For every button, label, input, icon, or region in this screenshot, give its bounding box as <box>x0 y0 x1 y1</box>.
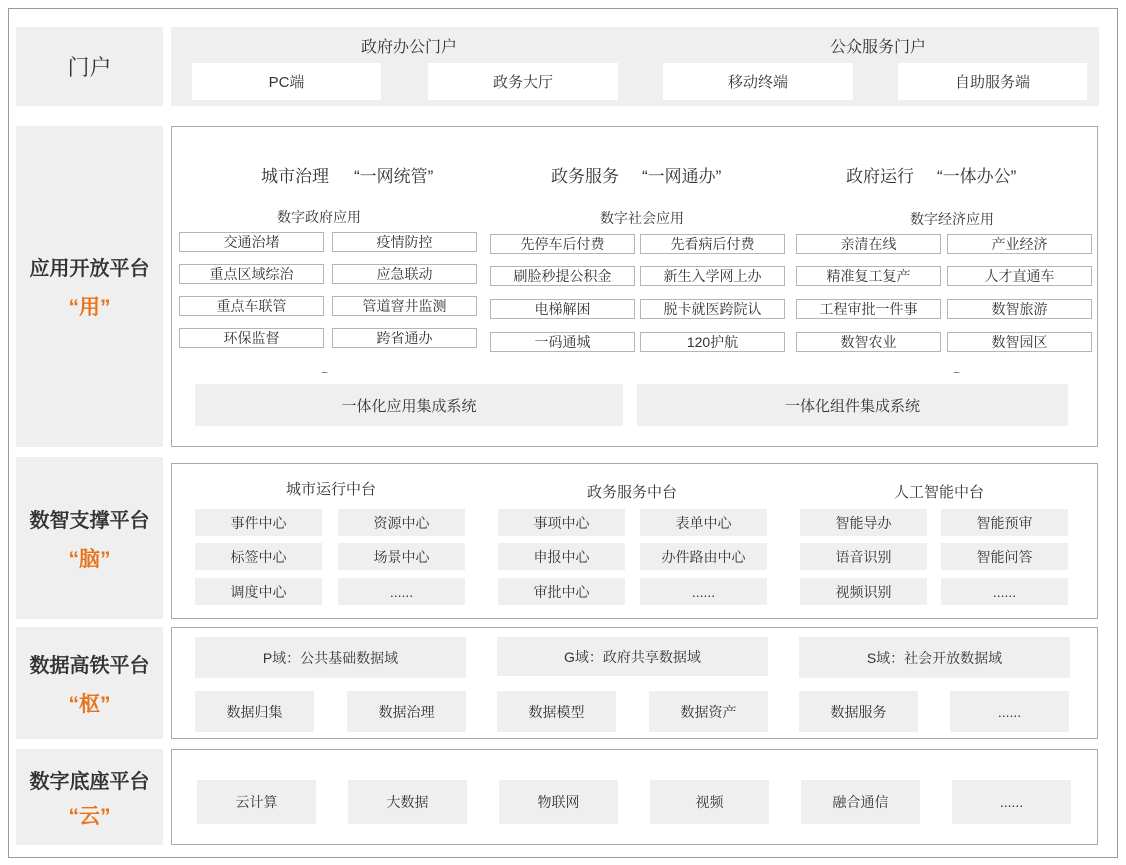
portal-item-hall: 政务大厅 <box>428 63 618 100</box>
data-item: 数据模型 <box>497 691 616 732</box>
app-item: 数智农业 <box>796 332 941 352</box>
data-item: 数据服务 <box>799 691 918 732</box>
support-title-city: 城市运行中台 <box>286 481 377 498</box>
app-item: 亲清在线 <box>796 234 941 254</box>
base-item: 大数据 <box>348 780 467 824</box>
support-item: ...... <box>338 578 465 605</box>
app-item: 刷脸秒提公积金 <box>490 266 635 286</box>
app-header-3b: “一体办公” <box>937 167 1017 186</box>
app-item: 120护航 <box>640 332 785 352</box>
support-item: 办件路由中心 <box>640 543 767 570</box>
app-label <box>16 126 163 447</box>
support-item: 事项中心 <box>498 509 625 536</box>
data-label <box>16 627 163 739</box>
portal-item-kiosk: 自助服务端 <box>898 63 1087 100</box>
app-item: 数智旅游 <box>947 299 1092 319</box>
app-item: 疫情防控 <box>332 232 477 252</box>
support-item: 标签中心 <box>195 543 322 570</box>
data-domain-p: P域：公共基础数据域 <box>195 637 466 678</box>
app-box <box>171 126 1098 447</box>
app-header-3a: 政府运行 <box>846 167 914 186</box>
app-cat-society: 数字社会应用 <box>600 210 684 226</box>
app-header-1b: “一网统管” <box>354 167 434 186</box>
app-ellipsis-right: ..... <box>953 366 960 375</box>
app-item: 跨省通办 <box>332 328 477 348</box>
app-integration-system: 一体化应用集成系统 <box>195 384 623 426</box>
app-item: 环保监督 <box>179 328 324 348</box>
support-item: 视频识别 <box>800 578 927 605</box>
support-title-ai: 人工智能中台 <box>894 484 985 501</box>
portal-group-public: 公众服务门户 <box>830 39 927 56</box>
app-item: 重点车联管 <box>179 296 324 316</box>
data-item: 数据归集 <box>195 691 314 732</box>
app-label-text: 应用开放平台 <box>29 258 150 280</box>
data-domain-s: S域：社会开放数据域 <box>799 637 1070 678</box>
portal-item-pc: PC端 <box>192 63 381 100</box>
app-item: 应急联动 <box>332 264 477 284</box>
app-cat-gov: 数字政府应用 <box>277 209 361 225</box>
app-item: 精准复工复产 <box>796 266 941 286</box>
app-item: 工程审批一件事 <box>796 299 941 319</box>
base-label-quote: “云” <box>68 804 111 828</box>
portal-box <box>171 27 1099 106</box>
support-item: ...... <box>640 578 767 605</box>
app-item: 产业经济 <box>947 234 1092 254</box>
support-item: 事件中心 <box>195 509 322 536</box>
base-label <box>16 749 163 845</box>
app-item: 数智园区 <box>947 332 1092 352</box>
base-item: 融合通信 <box>801 780 920 824</box>
support-item: 语音识别 <box>800 543 927 570</box>
portal-group-gov: 政府办公门户 <box>361 39 458 56</box>
app-header-2b: “一网通办” <box>642 167 722 186</box>
app-item: 管道窨井监测 <box>332 296 477 316</box>
base-item: ...... <box>952 780 1071 824</box>
data-item: ...... <box>950 691 1069 732</box>
app-ellipsis-left: ..... <box>321 366 328 375</box>
portal-item-mobile: 移动终端 <box>663 63 853 100</box>
support-item: 智能导办 <box>800 509 927 536</box>
base-item: 视频 <box>650 780 769 824</box>
data-label-quote: “枢” <box>68 692 111 716</box>
support-item: 调度中心 <box>195 578 322 605</box>
data-box <box>171 627 1098 739</box>
support-item: 审批中心 <box>498 578 625 605</box>
support-item: 资源中心 <box>338 509 465 536</box>
data-item: 数据治理 <box>347 691 466 732</box>
app-item: 脱卡就医跨院认 <box>640 299 785 319</box>
portal-label-text: 门户 <box>67 55 112 80</box>
support-item: 智能问答 <box>941 543 1068 570</box>
app-item: 电梯解困 <box>490 299 635 319</box>
app-label-quote: “用” <box>68 296 111 319</box>
data-domain-g: G域：政府共享数据域 <box>497 637 768 676</box>
app-header-1a: 城市治理 <box>261 167 329 186</box>
base-item: 云计算 <box>197 780 316 824</box>
data-item: 数据资产 <box>649 691 768 732</box>
app-item: 人才直通车 <box>947 266 1092 286</box>
app-item: 先停车后付费 <box>490 234 635 254</box>
support-item: 申报中心 <box>498 543 625 570</box>
support-label-text: 数智支撑平台 <box>29 509 150 532</box>
support-title-gov: 政务服务中台 <box>587 484 678 501</box>
app-item: 一码通城 <box>490 332 635 352</box>
base-box <box>171 749 1098 845</box>
app-item: 交通治堵 <box>179 232 324 252</box>
portal-label <box>16 27 163 106</box>
app-item: 先看病后付费 <box>640 234 785 254</box>
component-integration-system: 一体化组件集成系统 <box>637 384 1068 426</box>
support-label <box>16 457 163 619</box>
support-item: ...... <box>941 578 1068 605</box>
data-label-text: 数据高铁平台 <box>29 654 150 677</box>
app-header-2a: 政务服务 <box>551 167 619 186</box>
support-item: 表单中心 <box>640 509 767 536</box>
app-item: 新生入学网上办 <box>640 266 785 286</box>
support-item: 智能预审 <box>941 509 1068 536</box>
support-box <box>171 463 1098 619</box>
base-label-text: 数字底座平台 <box>29 770 150 793</box>
support-label-quote: “脑” <box>68 547 111 571</box>
support-item: 场景中心 <box>338 543 465 570</box>
app-cat-economy: 数字经济应用 <box>910 211 994 227</box>
base-item: 物联网 <box>499 780 618 824</box>
app-item: 重点区域综治 <box>179 264 324 284</box>
